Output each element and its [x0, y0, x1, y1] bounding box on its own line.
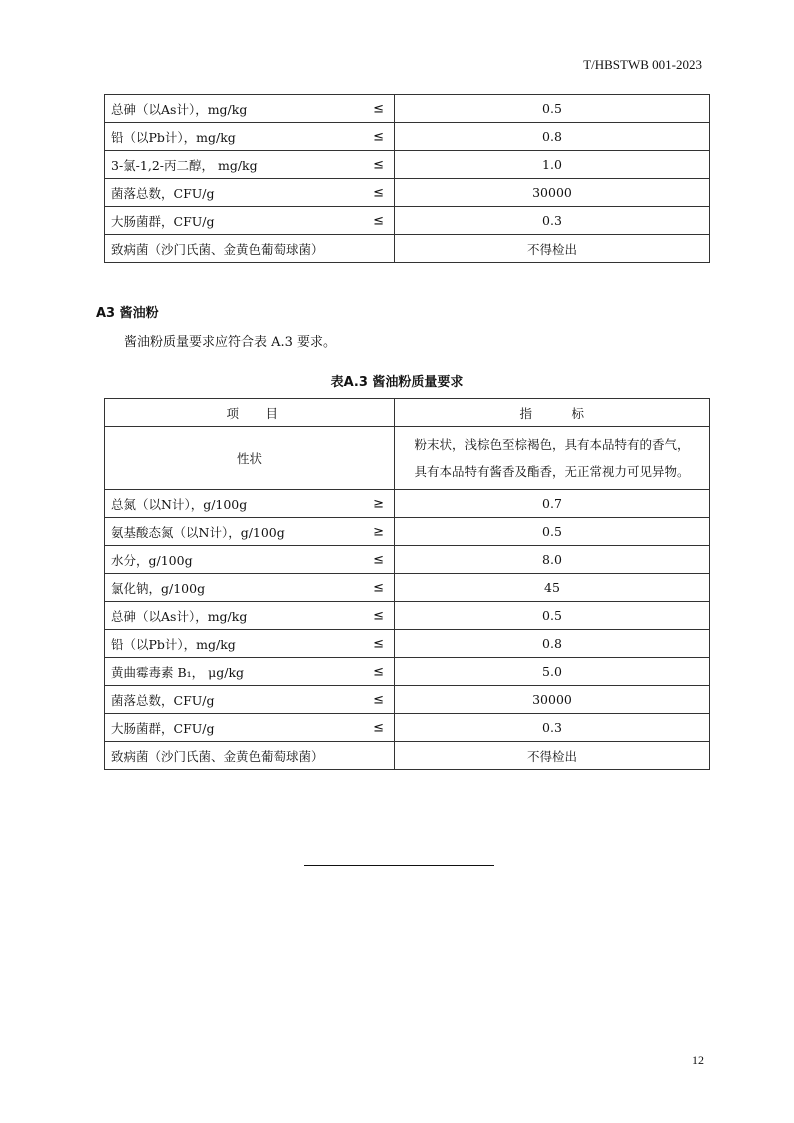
table-row: [105, 546, 710, 574]
table-row: [105, 95, 710, 123]
value-cell: 0.7: [395, 490, 710, 518]
item-label: 大肠菌群，CFU/g: [111, 720, 215, 736]
comparison-symbol: ≥: [373, 496, 384, 511]
value-cell: 0.8: [395, 630, 710, 658]
end-of-document-rule: [304, 865, 494, 866]
value-cell: 30000: [395, 686, 710, 714]
item-label: 菌落总数，CFU/g: [111, 692, 215, 708]
table-header-row: [105, 399, 710, 427]
comparison-symbol: ≥: [373, 524, 384, 539]
value-cell: 45: [395, 574, 710, 602]
item-cell: [105, 123, 395, 151]
value-cell: 不得检出: [395, 235, 710, 263]
item-label: 黄曲霉毒素 B₁， μg/kg: [111, 664, 245, 680]
value-cell: 0.5: [395, 518, 710, 546]
comparison-symbol: ≤: [373, 720, 384, 735]
item-cell: [105, 490, 395, 518]
item-label: 总砷（以As计），mg/kg: [111, 101, 248, 117]
item-cell: [105, 658, 395, 686]
value-cell: 0.3: [395, 207, 710, 235]
comparison-symbol: ≤: [373, 552, 384, 567]
table-row: [105, 179, 710, 207]
table-row: [105, 742, 710, 770]
item-cell: [105, 574, 395, 602]
item-cell: [105, 207, 395, 235]
table-row: [105, 151, 710, 179]
table-row: [105, 714, 710, 742]
header-value: 指 标: [395, 399, 710, 427]
value-cell: 0.3: [395, 714, 710, 742]
item-label: 铅（以Pb计），mg/kg: [111, 129, 236, 145]
value-cell: 1.0: [395, 151, 710, 179]
comparison-symbol: ≤: [373, 213, 384, 228]
table-row: [105, 235, 710, 263]
item-cell: [105, 95, 395, 123]
value-cell: 0.5: [395, 602, 710, 630]
table-row: [105, 574, 710, 602]
item-label: 氨基酸态氮（以N计），g/100g: [111, 524, 285, 540]
value-cell: 5.0: [395, 658, 710, 686]
table-row: [105, 207, 710, 235]
comparison-symbol: ≤: [373, 580, 384, 595]
comparison-symbol: ≤: [373, 664, 384, 679]
comparison-symbol: ≤: [373, 636, 384, 651]
page-number: 12: [692, 1053, 704, 1067]
item-label: 总氮（以N计），g/100g: [111, 496, 248, 512]
item-cell: [105, 686, 395, 714]
value-cell: 不得检出: [395, 742, 710, 770]
item-cell: [105, 546, 395, 574]
section-title: A3 酱油粉: [96, 306, 159, 321]
item-label: 氯化钠，g/100g: [111, 580, 206, 596]
header-item: 项 目: [105, 399, 395, 427]
item-cell: [105, 235, 395, 263]
item-cell: [105, 179, 395, 207]
value-cell: 8.0: [395, 546, 710, 574]
item-label: 大肠菌群，CFU/g: [111, 213, 215, 229]
comparison-symbol: ≤: [373, 185, 384, 200]
comparison-symbol: ≤: [373, 157, 384, 172]
soy-sauce-powder-quality-table: [104, 398, 710, 770]
section-paragraph: 酱油粉质量要求应符合表 A.3 要求。: [124, 335, 337, 350]
item-cell: [105, 714, 395, 742]
item-cell: [105, 630, 395, 658]
table-row: [105, 602, 710, 630]
item-label: 水分，g/100g: [111, 552, 193, 568]
table-row: [105, 490, 710, 518]
value-cell: 30000: [395, 179, 710, 207]
comparison-symbol: ≤: [373, 692, 384, 707]
item-label: 3-氯-1,2-丙二醇， mg/kg: [111, 157, 258, 173]
table-row: [105, 686, 710, 714]
appearance-row: [105, 427, 710, 490]
item-cell: [105, 742, 395, 770]
comparison-symbol: ≤: [373, 101, 384, 116]
comparison-symbol: ≤: [373, 608, 384, 623]
value-cell: 0.8: [395, 123, 710, 151]
appearance-item: 性状: [105, 427, 395, 490]
item-label: 菌落总数，CFU/g: [111, 185, 215, 201]
table-row: [105, 630, 710, 658]
item-label: 总砷（以As计），mg/kg: [111, 608, 248, 624]
item-label: 致病菌（沙门氏菌、金黄色葡萄球菌）: [111, 241, 324, 257]
item-cell: [105, 518, 395, 546]
continued-quality-table: [104, 94, 710, 263]
appearance-value: 粉末状，浅棕色至棕褐色，具有本品特有的香气，具有本品特有酱香及酯香，无正常视力可见异物。: [395, 427, 710, 490]
item-label: 铅（以Pb计），mg/kg: [111, 636, 236, 652]
item-cell: [105, 602, 395, 630]
table-caption: 表A.3 酱油粉质量要求: [330, 375, 464, 390]
table-row: [105, 123, 710, 151]
comparison-symbol: ≤: [373, 129, 384, 144]
table-row: [105, 518, 710, 546]
table-row: [105, 658, 710, 686]
value-cell: 0.5: [395, 95, 710, 123]
item-label: 致病菌（沙门氏菌、金黄色葡萄球菌）: [111, 748, 324, 764]
document-code: T/HBSTWB 001-2023: [583, 57, 702, 72]
item-cell: [105, 151, 395, 179]
